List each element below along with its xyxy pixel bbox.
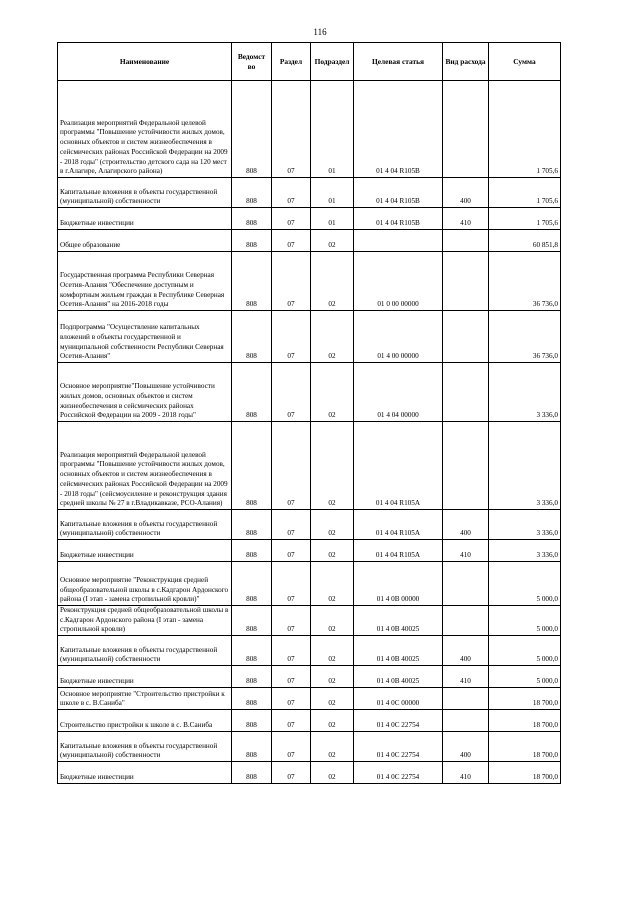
row-amount-cell: 5 000,0 bbox=[489, 666, 561, 688]
row-department-cell: 808 bbox=[232, 422, 272, 510]
header-name: Наименование bbox=[58, 43, 232, 81]
table-header-row bbox=[58, 43, 561, 81]
row-name-cell: Реализация мероприятий Федеральной целевой программы "Повышение устойчивости жилых домов, основных объектов и систем жизнеобеспечения в сейсмических районах Российской Федерации на 2009 - 2018 годы" (сейсмоусиление и реконструкция здания средней школы № 27 в г.Владикавказе, РСО-Алания) bbox=[58, 422, 232, 510]
row-subsection-cell: 02 bbox=[311, 606, 354, 636]
row-department-cell: 808 bbox=[232, 562, 272, 606]
row-name-cell: Основное мероприятие "Строительство пристройки к школе в с. В.Саниба" bbox=[58, 688, 232, 710]
row-expense-type-cell: 410 bbox=[443, 208, 489, 230]
row-expense-type-cell bbox=[443, 710, 489, 732]
row-department-cell: 808 bbox=[232, 732, 272, 762]
row-subsection-cell: 02 bbox=[311, 666, 354, 688]
row-amount-cell: 3 336,0 bbox=[489, 422, 561, 510]
row-expense-type-cell: 400 bbox=[443, 732, 489, 762]
row-target-cell: 01 4 04 R105A bbox=[354, 510, 443, 540]
row-expense-type-cell bbox=[443, 422, 489, 510]
row-section-cell: 07 bbox=[272, 230, 311, 252]
row-subsection-cell: 02 bbox=[311, 636, 354, 666]
row-expense-type-cell bbox=[443, 230, 489, 252]
table-row bbox=[58, 666, 561, 688]
row-section-cell: 07 bbox=[272, 363, 311, 422]
table-row bbox=[58, 710, 561, 732]
row-expense-type-cell: 410 bbox=[443, 762, 489, 784]
table-row bbox=[58, 422, 561, 510]
table-row bbox=[58, 510, 561, 540]
table-row bbox=[58, 636, 561, 666]
row-name-cell: Капитальные вложения в объекты государственной (муниципальной) собственности bbox=[58, 178, 232, 208]
row-name-cell: Строительство пристройки к школе в с. В.Саниба bbox=[58, 710, 232, 732]
row-expense-type-cell bbox=[443, 606, 489, 636]
table-row bbox=[58, 732, 561, 762]
row-target-cell: 01 4 00 00000 bbox=[354, 311, 443, 363]
row-name-cell: Реконструкция средней общеобразовательной школы в с.Кадгарон Ардонского района (I этап - замена стропильной кровли) bbox=[58, 606, 232, 636]
row-amount-cell: 18 700,0 bbox=[489, 762, 561, 784]
row-target-cell: 01 0 00 00000 bbox=[354, 252, 443, 311]
row-subsection-cell: 02 bbox=[311, 311, 354, 363]
row-amount-cell: 18 700,0 bbox=[489, 688, 561, 710]
row-target-cell: 01 4 0В 40025 bbox=[354, 636, 443, 666]
row-name-cell: Основное мероприятие"Повышение устойчивости жилых домов, основных объектов и систем жизнеобеспечения в сейсмических районах Российской Федерации на 2009 - 2018 годы" bbox=[58, 363, 232, 422]
row-expense-type-cell bbox=[443, 81, 489, 178]
row-subsection-cell: 01 bbox=[311, 208, 354, 230]
table-row bbox=[58, 363, 561, 422]
row-amount-cell: 5 000,0 bbox=[489, 562, 561, 606]
row-subsection-cell: 02 bbox=[311, 422, 354, 510]
row-amount-cell: 3 336,0 bbox=[489, 540, 561, 562]
row-target-cell: 01 4 0С 22754 bbox=[354, 762, 443, 784]
row-section-cell: 07 bbox=[272, 710, 311, 732]
header-target: Целевая статья bbox=[354, 43, 443, 81]
row-subsection-cell: 01 bbox=[311, 178, 354, 208]
row-amount-cell: 5 000,0 bbox=[489, 606, 561, 636]
header-expense-type: Вид расхода bbox=[443, 43, 489, 81]
row-department-cell: 808 bbox=[232, 363, 272, 422]
row-amount-cell: 1 705,6 bbox=[489, 178, 561, 208]
row-expense-type-cell bbox=[443, 562, 489, 606]
row-expense-type-cell: 400 bbox=[443, 178, 489, 208]
row-expense-type-cell bbox=[443, 688, 489, 710]
row-section-cell: 07 bbox=[272, 208, 311, 230]
row-name-cell: Бюджетные инвестиции bbox=[58, 762, 232, 784]
budget-table bbox=[57, 42, 561, 784]
row-department-cell: 808 bbox=[232, 81, 272, 178]
row-amount-cell: 3 336,0 bbox=[489, 363, 561, 422]
row-name-cell: Бюджетные инвестиции bbox=[58, 540, 232, 562]
row-department-cell: 808 bbox=[232, 208, 272, 230]
row-department-cell: 808 bbox=[232, 311, 272, 363]
header-amount: Сумма bbox=[489, 43, 561, 81]
row-target-cell: 01 4 0С 22754 bbox=[354, 732, 443, 762]
row-name-cell: Реализация мероприятий Федеральной целевой программы "Повышение устойчивости жилых домов, основных объектов и систем жизнеобеспечения в сейсмических районах Российской Федерации на 2009 - 2018 годы" (строительство детского сада на 120 мест в г.Алагире, Алагирского района) bbox=[58, 81, 232, 178]
row-department-cell: 808 bbox=[232, 688, 272, 710]
row-name-cell: Капитальные вложения в объекты государственной (муниципальной) собственности bbox=[58, 636, 232, 666]
row-subsection-cell: 02 bbox=[311, 688, 354, 710]
row-subsection-cell: 02 bbox=[311, 710, 354, 732]
row-subsection-cell: 02 bbox=[311, 762, 354, 784]
row-section-cell: 07 bbox=[272, 422, 311, 510]
row-department-cell: 808 bbox=[232, 636, 272, 666]
table-row bbox=[58, 230, 561, 252]
table-row bbox=[58, 540, 561, 562]
header-subsection: Подраздел bbox=[311, 43, 354, 81]
row-department-cell: 808 bbox=[232, 252, 272, 311]
row-department-cell: 808 bbox=[232, 178, 272, 208]
row-amount-cell: 18 700,0 bbox=[489, 732, 561, 762]
row-target-cell bbox=[354, 230, 443, 252]
table-row bbox=[58, 762, 561, 784]
row-expense-type-cell: 410 bbox=[443, 666, 489, 688]
row-section-cell: 07 bbox=[272, 688, 311, 710]
table-row bbox=[58, 688, 561, 710]
page-number: 116 bbox=[313, 27, 327, 37]
row-expense-type-cell: 400 bbox=[443, 510, 489, 540]
row-amount-cell: 18 700,0 bbox=[489, 710, 561, 732]
table-row bbox=[58, 311, 561, 363]
table-row bbox=[58, 252, 561, 311]
table-row bbox=[58, 81, 561, 178]
row-section-cell: 07 bbox=[272, 732, 311, 762]
table-row bbox=[58, 208, 561, 230]
row-department-cell: 808 bbox=[232, 230, 272, 252]
row-amount-cell: 1 705,6 bbox=[489, 81, 561, 178]
row-section-cell: 07 bbox=[272, 540, 311, 562]
row-target-cell: 01 4 04 R105B bbox=[354, 178, 443, 208]
row-section-cell: 07 bbox=[272, 510, 311, 540]
row-subsection-cell: 02 bbox=[311, 510, 354, 540]
row-expense-type-cell: 410 bbox=[443, 540, 489, 562]
row-target-cell: 01 4 04 00000 bbox=[354, 363, 443, 422]
row-subsection-cell: 02 bbox=[311, 230, 354, 252]
row-amount-cell: 5 000,0 bbox=[489, 636, 561, 666]
row-department-cell: 808 bbox=[232, 666, 272, 688]
row-name-cell: Капитальные вложения в объекты государственной (муниципальной) собственности bbox=[58, 732, 232, 762]
row-department-cell: 808 bbox=[232, 540, 272, 562]
row-expense-type-cell: 400 bbox=[443, 636, 489, 666]
row-section-cell: 07 bbox=[272, 562, 311, 606]
header-section: Раздел bbox=[272, 43, 311, 81]
row-expense-type-cell bbox=[443, 311, 489, 363]
row-name-cell: Бюджетные инвестиции bbox=[58, 666, 232, 688]
row-amount-cell: 36 736,0 bbox=[489, 252, 561, 311]
row-target-cell: 01 4 04 R105B bbox=[354, 208, 443, 230]
row-target-cell: 01 4 0В 40025 bbox=[354, 606, 443, 636]
row-target-cell: 01 4 0В 00000 bbox=[354, 562, 443, 606]
row-target-cell: 01 4 0В 40025 bbox=[354, 666, 443, 688]
row-name-cell: Государственная программа Республики Северная Осетия-Алания "Обеспечение доступным и комфортным жильем граждан в Республике Северная Осетия-Алания" на 2016-2018 годы bbox=[58, 252, 232, 311]
row-section-cell: 07 bbox=[272, 178, 311, 208]
row-section-cell: 07 bbox=[272, 252, 311, 311]
row-name-cell: Общее образование bbox=[58, 230, 232, 252]
row-subsection-cell: 01 bbox=[311, 81, 354, 178]
row-department-cell: 808 bbox=[232, 762, 272, 784]
row-department-cell: 808 bbox=[232, 710, 272, 732]
table-row bbox=[58, 178, 561, 208]
row-target-cell: 01 4 04 R105B bbox=[354, 81, 443, 178]
row-name-cell: Основное мероприятие "Реконструкция средней общеобразовательной школы в с.Кадгарон Ардонского района (I этап - замена стропильной кровли)" bbox=[58, 562, 232, 606]
row-section-cell: 07 bbox=[272, 762, 311, 784]
row-department-cell: 808 bbox=[232, 606, 272, 636]
row-section-cell: 07 bbox=[272, 666, 311, 688]
row-amount-cell: 1 705,6 bbox=[489, 208, 561, 230]
row-subsection-cell: 02 bbox=[311, 562, 354, 606]
row-subsection-cell: 02 bbox=[311, 732, 354, 762]
row-section-cell: 07 bbox=[272, 81, 311, 178]
table-row bbox=[58, 562, 561, 606]
row-amount-cell: 3 336,0 bbox=[489, 510, 561, 540]
row-target-cell: 01 4 04 R105A bbox=[354, 540, 443, 562]
row-target-cell: 01 4 0С 22754 bbox=[354, 710, 443, 732]
row-expense-type-cell bbox=[443, 252, 489, 311]
header-department: Ведомст во bbox=[232, 43, 272, 81]
row-subsection-cell: 02 bbox=[311, 252, 354, 311]
row-name-cell: Капитальные вложения в объекты государственной (муниципальной) собственности bbox=[58, 510, 232, 540]
row-target-cell: 01 4 0С 00000 bbox=[354, 688, 443, 710]
row-subsection-cell: 02 bbox=[311, 540, 354, 562]
row-section-cell: 07 bbox=[272, 606, 311, 636]
row-department-cell: 808 bbox=[232, 510, 272, 540]
row-section-cell: 07 bbox=[272, 311, 311, 363]
table-row bbox=[58, 606, 561, 636]
row-section-cell: 07 bbox=[272, 636, 311, 666]
row-amount-cell: 36 736,0 bbox=[489, 311, 561, 363]
row-subsection-cell: 02 bbox=[311, 363, 354, 422]
row-target-cell: 01 4 04 R105A bbox=[354, 422, 443, 510]
row-expense-type-cell bbox=[443, 363, 489, 422]
row-amount-cell: 60 851,8 bbox=[489, 230, 561, 252]
row-name-cell: Бюджетные инвестиции bbox=[58, 208, 232, 230]
row-name-cell: Подпрограмма "Осуществление капитальных вложений в объекты государственной и муниципальной собственности Республики Северная Осетия-Алания" bbox=[58, 311, 232, 363]
